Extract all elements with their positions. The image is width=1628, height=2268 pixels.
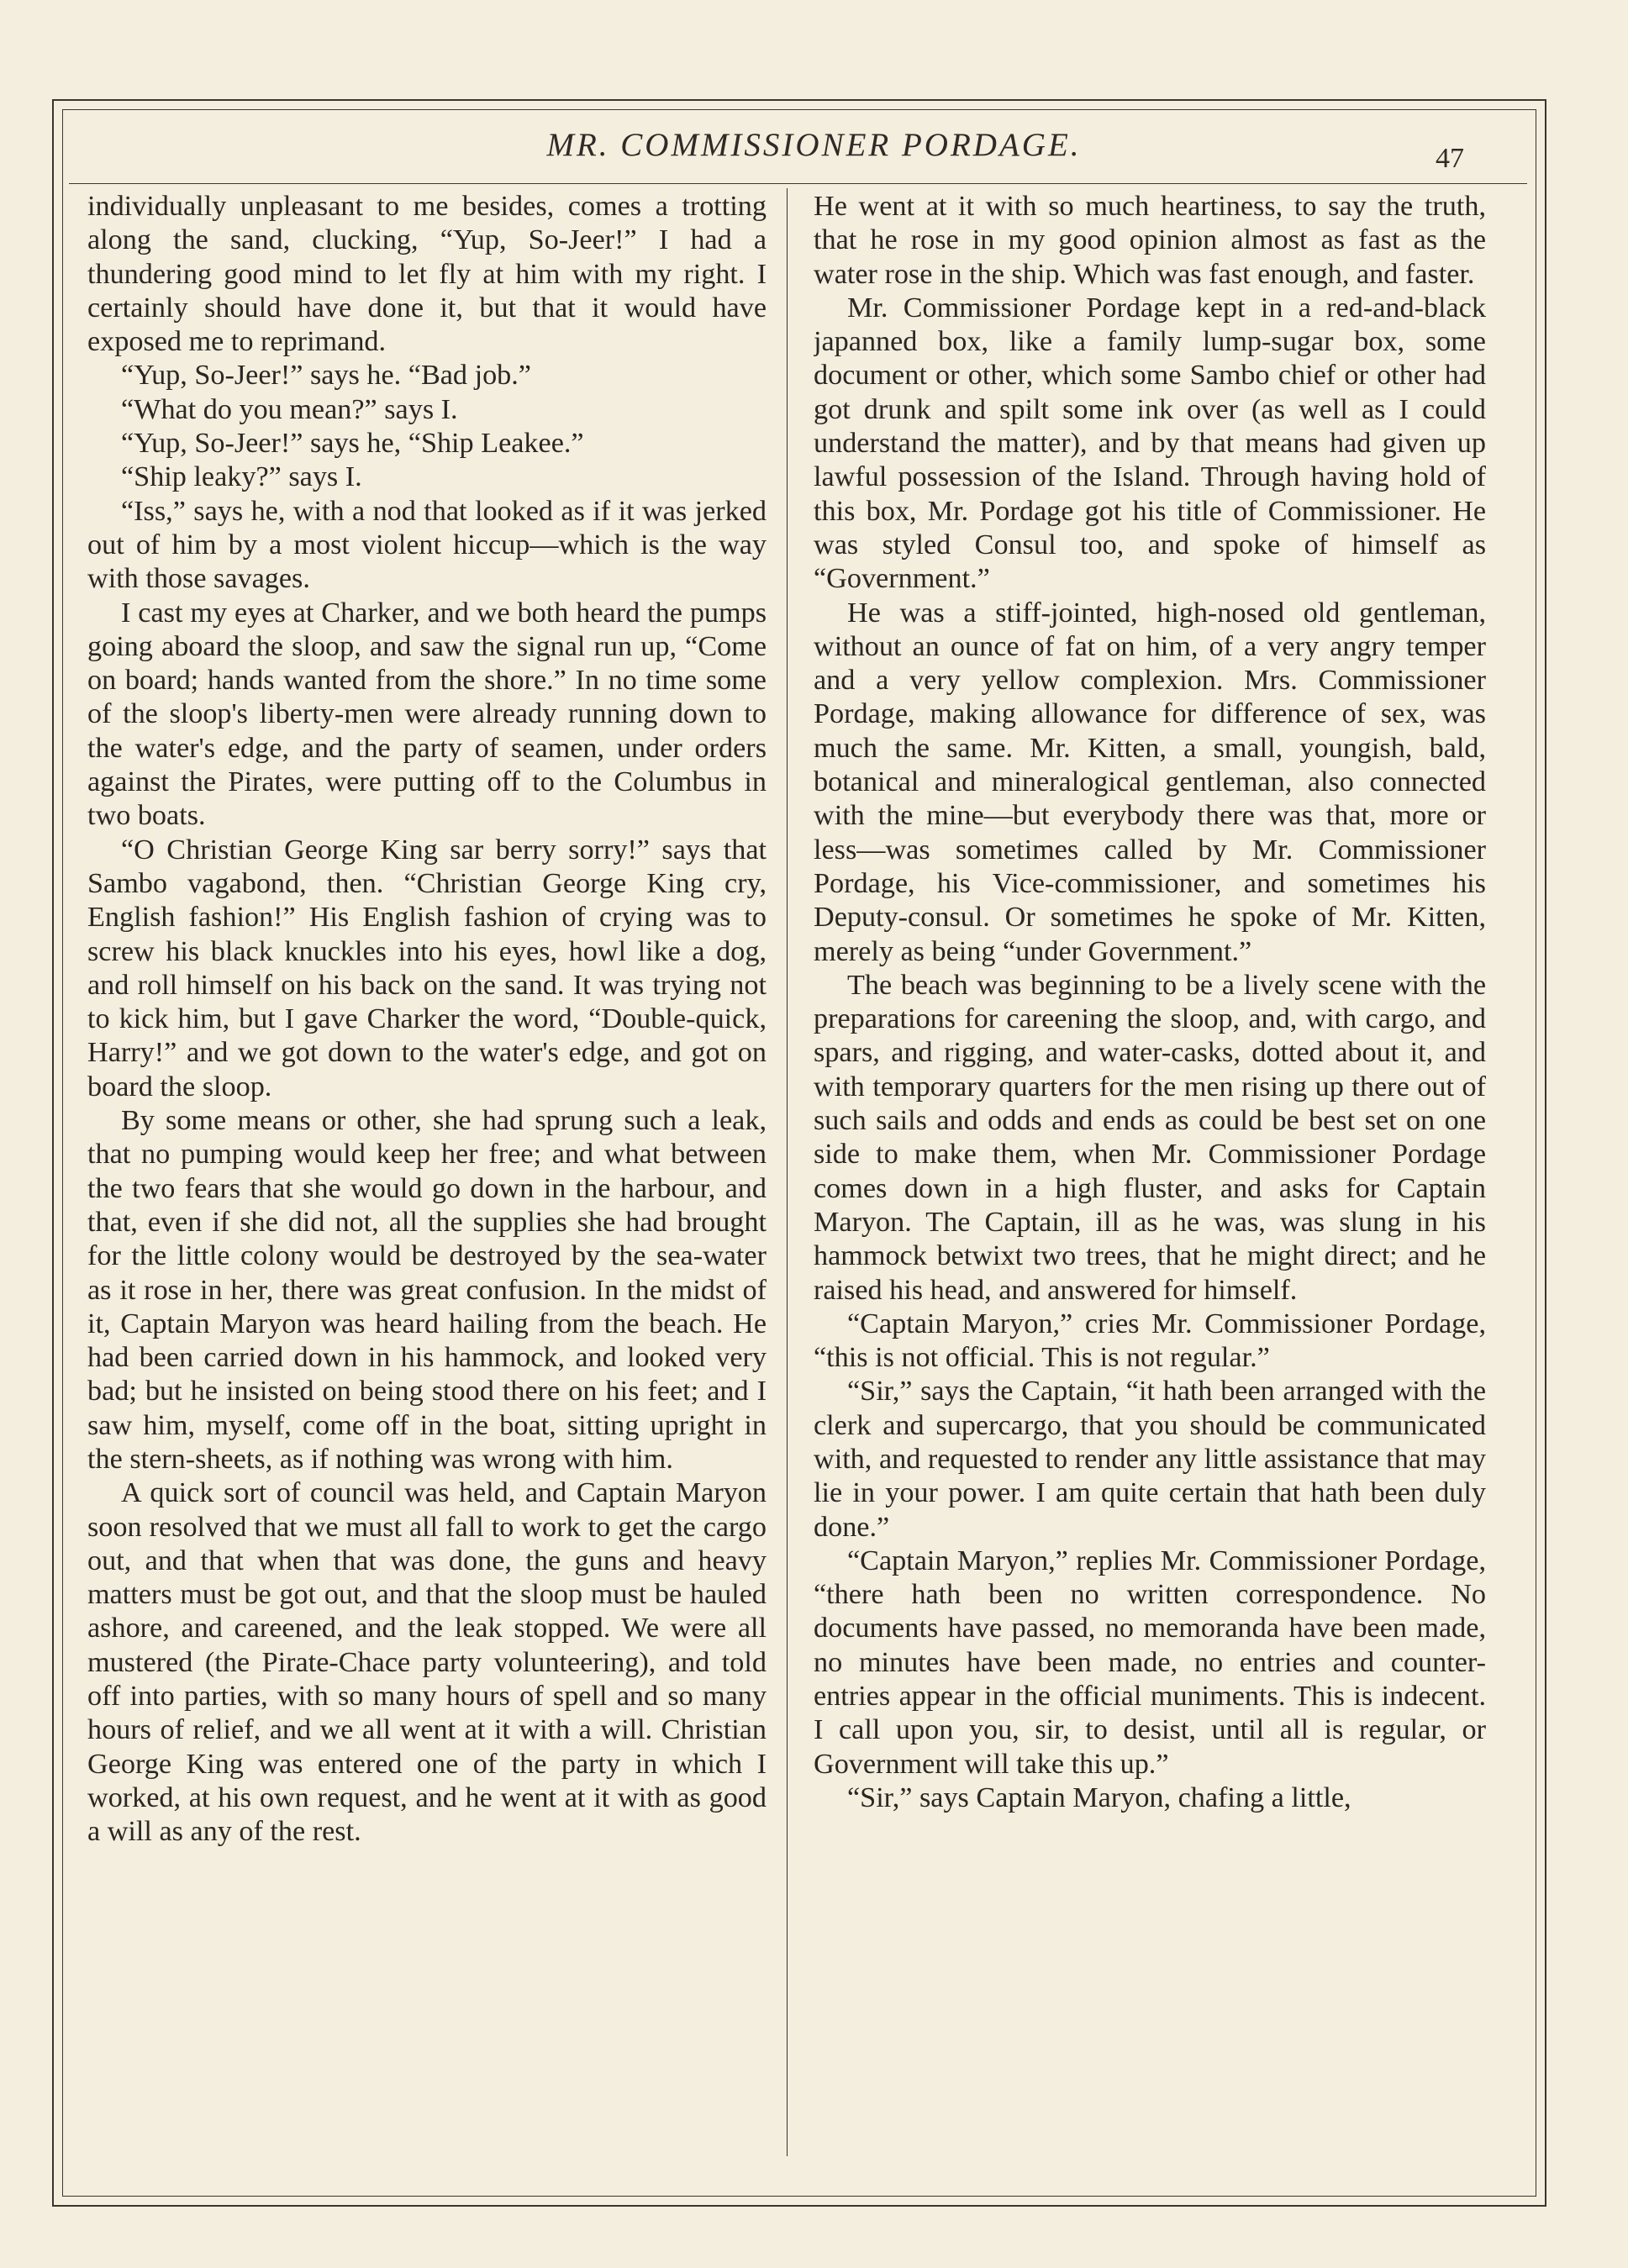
paragraph: By some means or other, she had sprung such a leak, that no pumping would keep her free; and what between the two fears that she would go down in the harbour, and that, even if she did not, all the supplies she had brought for the little colony would be destroyed by the sea-water as it rose in her, there was great confusion. In the midst of it, Captain Maryon was heard hailing from the beach. He had been carried down in his hammock, and looked very bad; but he insisted on being stood there on his feet; and I saw him, myself, come off in the boat, sitting upright in the stern-sheets, as if nothing was wrong with him. bbox=[87, 1105, 767, 1475]
right-column bbox=[814, 190, 1486, 2156]
paragraph: He went at it with so much heartiness, to say the truth, that he rose in my good opinion almost as fast as the water rose in the ship. Which was fast enough, and faster. bbox=[814, 191, 1486, 290]
paragraph: “Sir,” says the Captain, “it hath been arranged with the clerk and supercargo, that you should be communicated with, and requested to render any little assistance that may lie in your power. I am quite certain that hath been duly done.” bbox=[814, 1376, 1486, 1543]
paragraph: I cast my eyes at Charker, and we both heard the pumps going aboard the sloop, and saw the signal run up, “Come on board; hands wanted from the shore.” In no time some of the sloop's liberty-men were already running down to the water's edge, and the party of seamen, under orders against the Pirates, were putting off to the Columbus in two boats. bbox=[87, 597, 767, 832]
header-rule bbox=[69, 183, 1527, 184]
paragraph: “Iss,” says he, with a nod that looked as if it was jerked out of him by a most violent hiccup—which is the way with those savages. bbox=[87, 495, 767, 595]
page-number: 47 bbox=[1436, 143, 1464, 174]
paragraph: “Yup, So-Jeer!” says he, “Ship Leakee.” bbox=[121, 428, 584, 460]
left-column bbox=[87, 190, 767, 2156]
paragraph: A quick sort of council was held, and Captain Maryon soon resolved that we must all fall to work to get the cargo out, and that when that was done, the guns and heavy matters must be got out, and that the sloop must be hauled ashore, and careened, and the leak stopped. We were all mustered (the Pirate-Chace party volunteering), and told off into parties, with so many hours of spell and so many hours of relief, and we all went at it with a will. Christian George King was entered one of the party in which I worked, at his own request, and he went at it with as good a will as any of the rest. bbox=[87, 1477, 767, 1848]
running-title: MR. COMMISSIONER PORDAGE. bbox=[546, 127, 1082, 163]
paragraph: “O Christian George King sar berry sorry!” says that Sambo vagabond, then. “Christian George King cry, English fashion!” His English fashion of crying was to screw his black knuckles into his eyes, howl like a dog, and roll himself on his back on the sand. It was trying not to kick him, but I gave Charker the word, “Double-quick, Harry!” and we got down to the water's edge, and got on board the sloop. bbox=[87, 834, 767, 1102]
paragraph: “Ship leaky?” says I. bbox=[121, 461, 362, 493]
paragraph: Mr. Commissioner Pordage kept in a red-and-black japanned box, like a family lump-sugar box, some document or other, which some Sambo chief or other had got drunk and spilt some ink over (as well as I could understand the matter), and by that means had given up lawful possession of the Island. Through having hold of this box, Mr. Pordage got his title of Commissioner. He was styled Consul too, and spoke of himself as “Government.” bbox=[814, 292, 1486, 595]
paragraph: “What do you mean?” says I. bbox=[121, 393, 458, 425]
paragraph: “Yup, So-Jeer!” says he. “Bad job.” bbox=[121, 360, 531, 392]
column-divider bbox=[787, 188, 788, 2156]
paragraph: “Captain Maryon,” replies Mr. Commissioner Pordage, “there hath been no written correspondence. No documents have passed, no memoranda have been made, no minutes have been made, no entries and counter-entries appear in the official muniments. This is indecent. I call upon you, sir, to desist, until all is regular, or Government will take this up.” bbox=[814, 1544, 1486, 1780]
paragraph: The beach was beginning to be a lively scene with the preparations for careening the sloop, and, with cargo, and spars, and rigging, and water-casks, dotted about it, and with temporary quarters for the men rising up there out of such sails and odds and ends as could be best set on one side to make them, when Mr. Commissioner Pordage comes down in a high fluster, and asks for Captain Maryon. The Captain, ill as he was, was slung in his hammock betwixt two trees, that he might direct; and he raised his head, and answered for himself. bbox=[814, 969, 1486, 1306]
paragraph: He was a stiff-jointed, high-nosed old gentleman, without an ounce of fat on him, of a very angry temper and a very yellow complexion. Mrs. Commissioner Pordage, making allowance for difference of sex, was much the same. Mr. Kitten, a small, youngish, bald, botanical and mineralogical gentleman, also connected with the mine—but everybody there was that, more or less—was sometimes called by Mr. Commissioner Pordage, his Vice-commissioner, and sometimes his Deputy-consul. Or sometimes he spoke of Mr. Kitten, merely as being “under Government.” bbox=[814, 597, 1486, 967]
paragraph: “Sir,” says Captain Maryon, chafing a little, bbox=[847, 1781, 1351, 1813]
paragraph: individually unpleasant to me besides, comes a trotting along the sand, clucking, “Yup, So-Jeer!” I had a thundering good mind to let fly at him with my right. I certainly should have done it, but that it would have exposed me to reprimand. bbox=[87, 191, 767, 358]
paragraph: “Captain Maryon,” cries Mr. Commissioner Pordage, “this is not official. This is not regular.” bbox=[814, 1308, 1486, 1374]
